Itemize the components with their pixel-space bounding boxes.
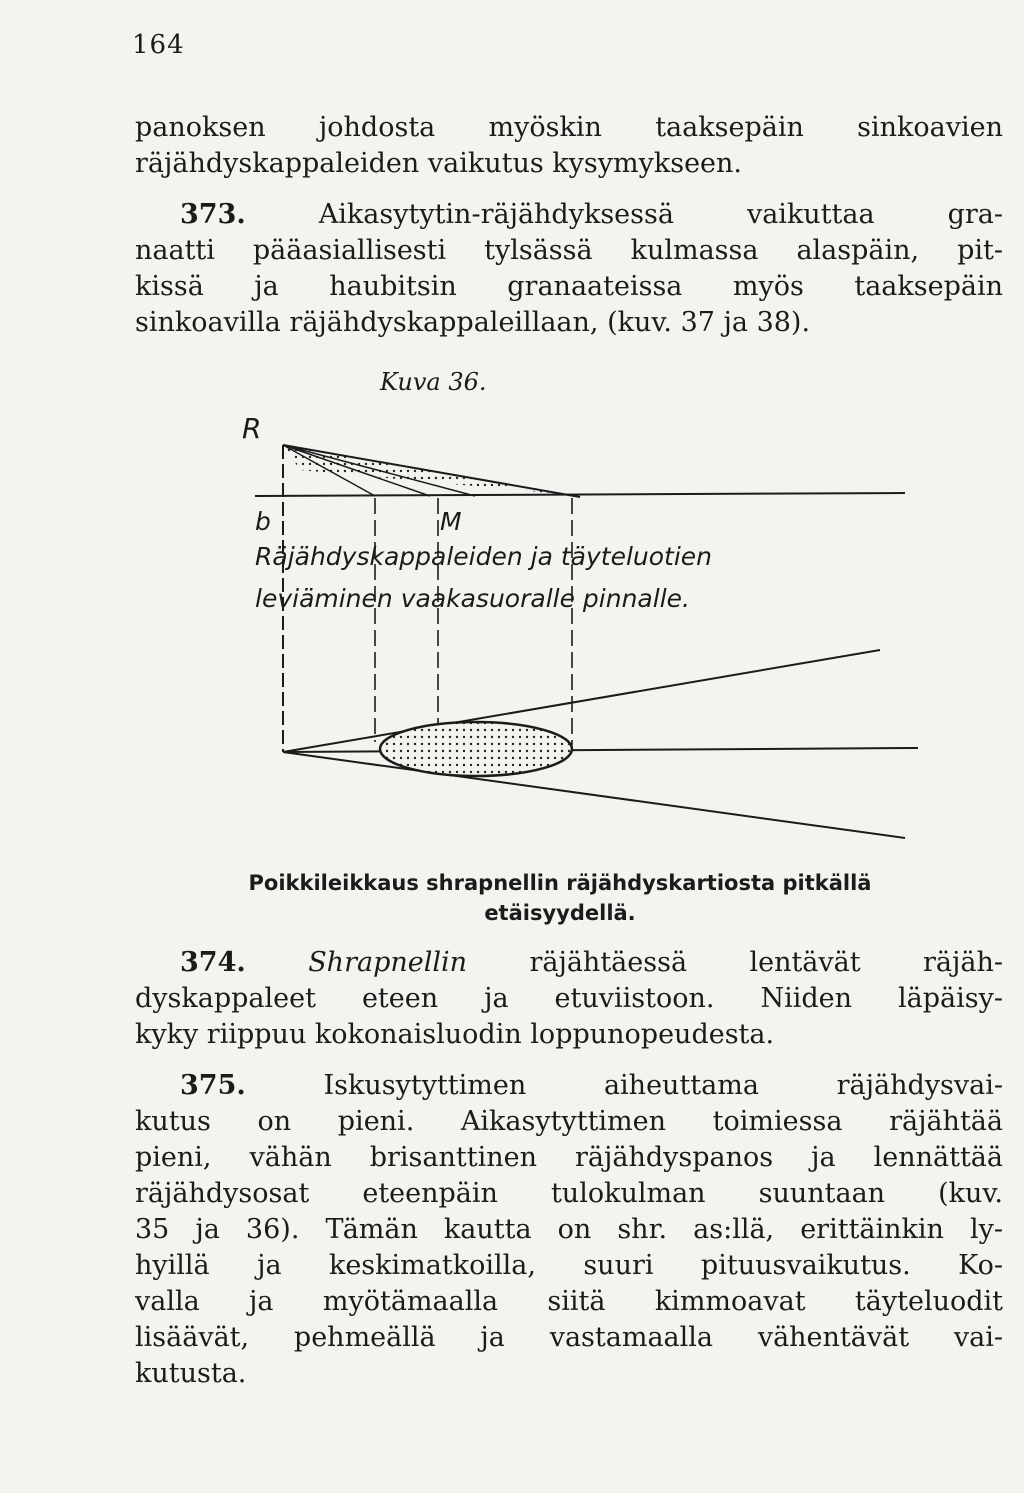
ground-line: [255, 493, 905, 496]
text-line: valla ja myötämaalla siitä kimmoavat täyteluodit: [135, 1286, 1003, 1317]
text-line: pieni, vähän brisanttinen räjähdyspanos ja lennättää: [135, 1142, 1003, 1173]
page-number: 164: [132, 30, 185, 60]
text-line: räjähdysosat eteenpäin tulokulman suuntaan (kuv.: [135, 1178, 1003, 1209]
impact-ellipse: [380, 722, 572, 776]
text-line: hyillä ja keskimatkoilla, suuri pituusvaikutus. Ko-: [135, 1250, 1003, 1281]
annotation-line-2: leviäminen vaakasuoralle pinnalle.: [255, 584, 690, 613]
text-line: 35 ja 36). Tämän kautta on shr. as:llä, erittäinkin ly-: [135, 1214, 1003, 1245]
text-line: 375. Iskusytyttimen aiheuttama räjähdysvai-: [180, 1070, 1003, 1101]
text-line: lisäävät, pehmeällä ja vastamaalla vähentävät vai-: [135, 1322, 1003, 1353]
paragraph-375: [135, 1068, 1003, 1392]
label-m: M: [440, 507, 462, 536]
text-line: 374. Shrapnellin räjähtäessä lentävät räjäh-: [180, 947, 1003, 978]
text-line: räjähdyskappaleiden vaikutus kysymykseen.: [135, 148, 742, 179]
figure-caption: Poikkileikkaus shrapnellin räjähdyskartiosta pitkällä etäisyydellä.: [248, 871, 872, 925]
cone-upper-edge: [283, 650, 880, 752]
paragraph-number: 373.: [180, 199, 246, 230]
label-b: b: [255, 507, 271, 536]
paragraph-number: 375.: [180, 1070, 246, 1101]
text-line: kutus on pieni. Aikasytyttimen toimiessa räjähtää: [135, 1106, 1003, 1137]
label-r: R: [242, 412, 262, 445]
paragraph-374: [135, 945, 1003, 1053]
text-line: panoksen johdosta myöskin taaksepäin sinkoavien: [135, 112, 1003, 143]
text-line: naatti pääasiallisesti tylsässä kulmassa alaspäin, pit-: [135, 235, 1003, 266]
text-line: sinkoavilla räjähdyskappaleillaan, (kuv. 37 ja 38).: [135, 307, 811, 338]
cone-axis: [283, 748, 918, 752]
text-line: kyky riippuu kokonaisluodin loppunopeudesta.: [135, 1019, 775, 1050]
italic-term: Shrapnellin: [308, 947, 468, 978]
text-line: dyskappaleet eteen ja etuviistoon. Niiden läpäisy-: [135, 983, 1003, 1014]
text-line: kutusta.: [135, 1358, 247, 1389]
text-line: kissä ja haubitsin granaateissa myös taaksepäin: [135, 271, 1003, 302]
cone-lower-edge: [283, 752, 905, 838]
figure-title: Kuva 36.: [380, 368, 487, 396]
text-line: 373. Aikasytytin-räjähdyksessä vaikuttaa gra-: [180, 199, 1003, 230]
annotation-line-1: Räjähdyskappaleiden ja täyteluotien: [255, 542, 713, 571]
paragraph-number: 374.: [180, 947, 246, 978]
